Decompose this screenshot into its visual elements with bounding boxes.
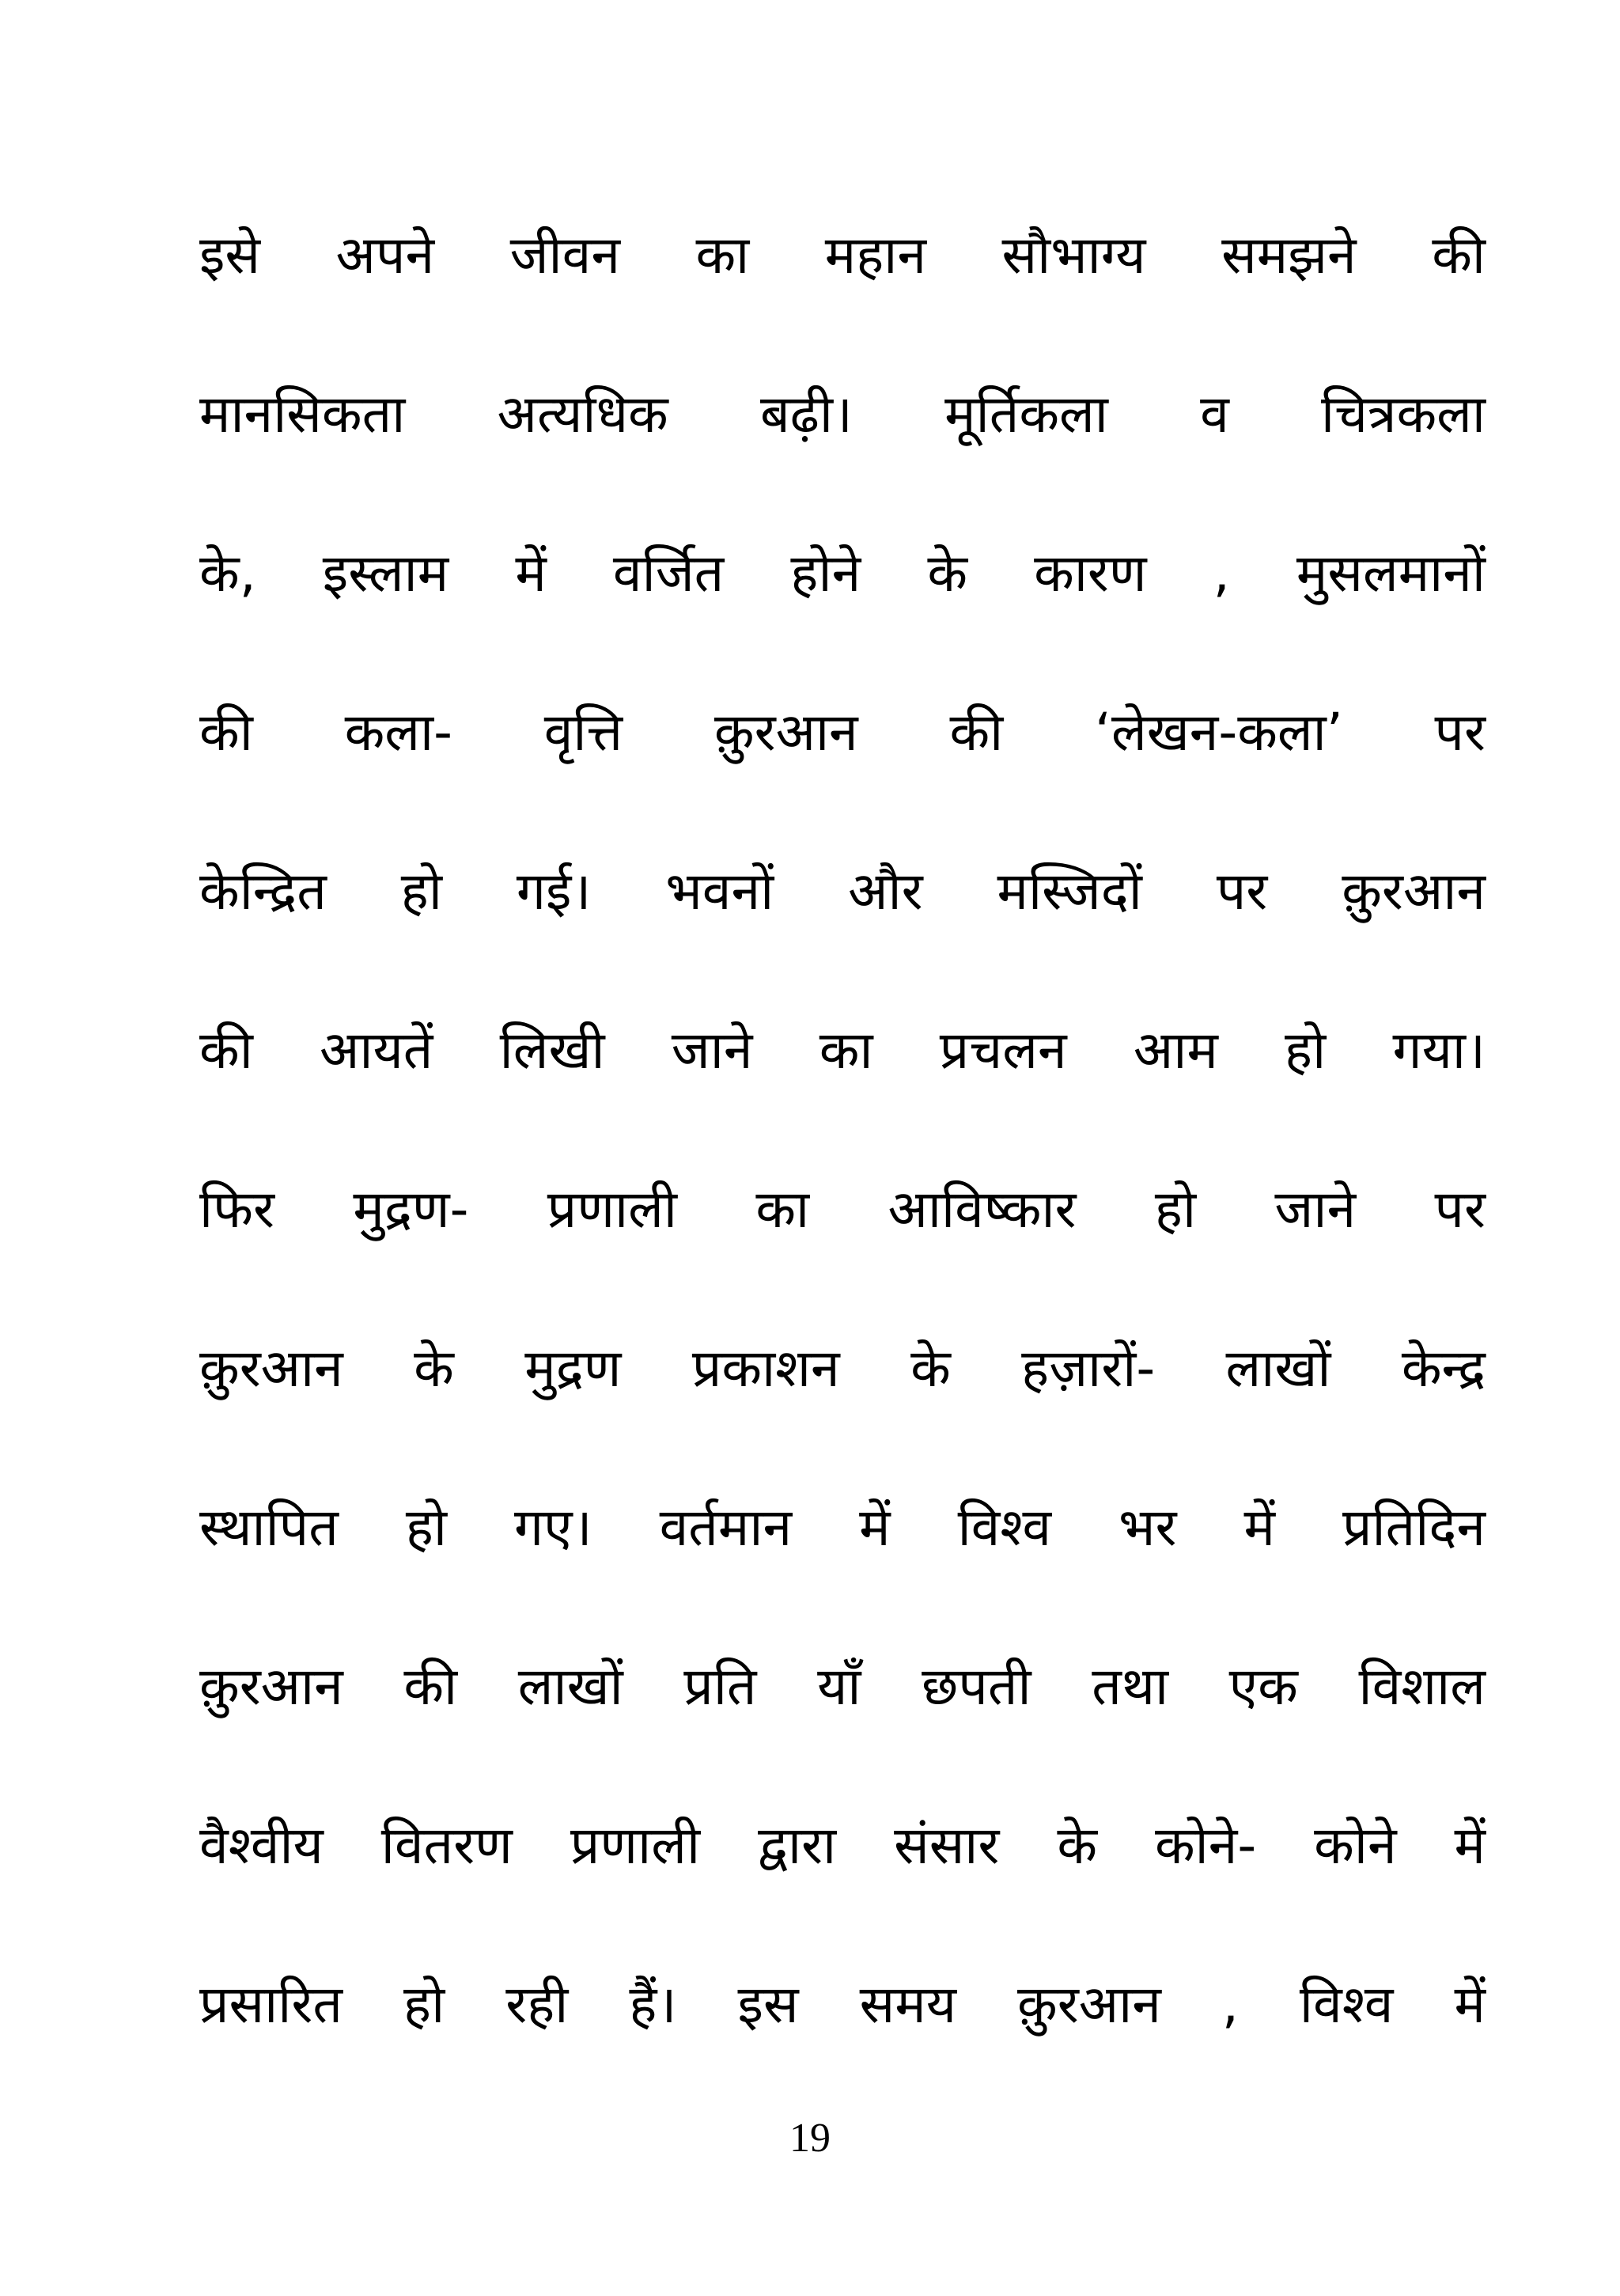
text-line-9: स्थापित हो गए। वर्तमान में विश्व भर में प्रतिदिन [199, 1497, 1486, 1558]
text-line-3: के, इस्लाम में वर्जित होने के कारण , मुसलमानों [199, 543, 1486, 604]
text-line-4: की कला- वृत्ति क़ुरआन की ‘लेखन-कला’ पर [199, 702, 1486, 763]
text-line-12: प्रसारित हो रही हैं। इस समय क़ुरआन , विश्व में [199, 1974, 1486, 2035]
text-line-2: मानसिकता अत्यधिक बढ़ी। मूर्तिकला व चित्रकला [199, 384, 1486, 445]
page-number: 19 [789, 2116, 831, 2161]
text-line-5: केन्द्रित हो गई। भवनों और मस्जिदों पर क़ुरआन [199, 861, 1486, 922]
text-line-11: वैश्वीय वितरण प्रणाली द्वारा संसार के कोने- कोने में [199, 1815, 1486, 1876]
text-line-7: फिर मुद्रण- प्रणाली का आविष्कार हो जाने पर [199, 1179, 1486, 1240]
text-line-8: क़ुरआन के मुद्रण प्रकाशन के हज़ारों- लाखों केन्द्र [199, 1338, 1486, 1399]
text-line-6: की आयतें लिखी जाने का प्रचलन आम हो गया। [199, 1020, 1486, 1081]
text-line-1: इसे अपने जीवन का महान सौभाग्य समझने की [199, 225, 1486, 286]
text-line-10: क़ुरआन की लाखों प्रति याँ छपती तथा एक विशाल [199, 1656, 1486, 1717]
